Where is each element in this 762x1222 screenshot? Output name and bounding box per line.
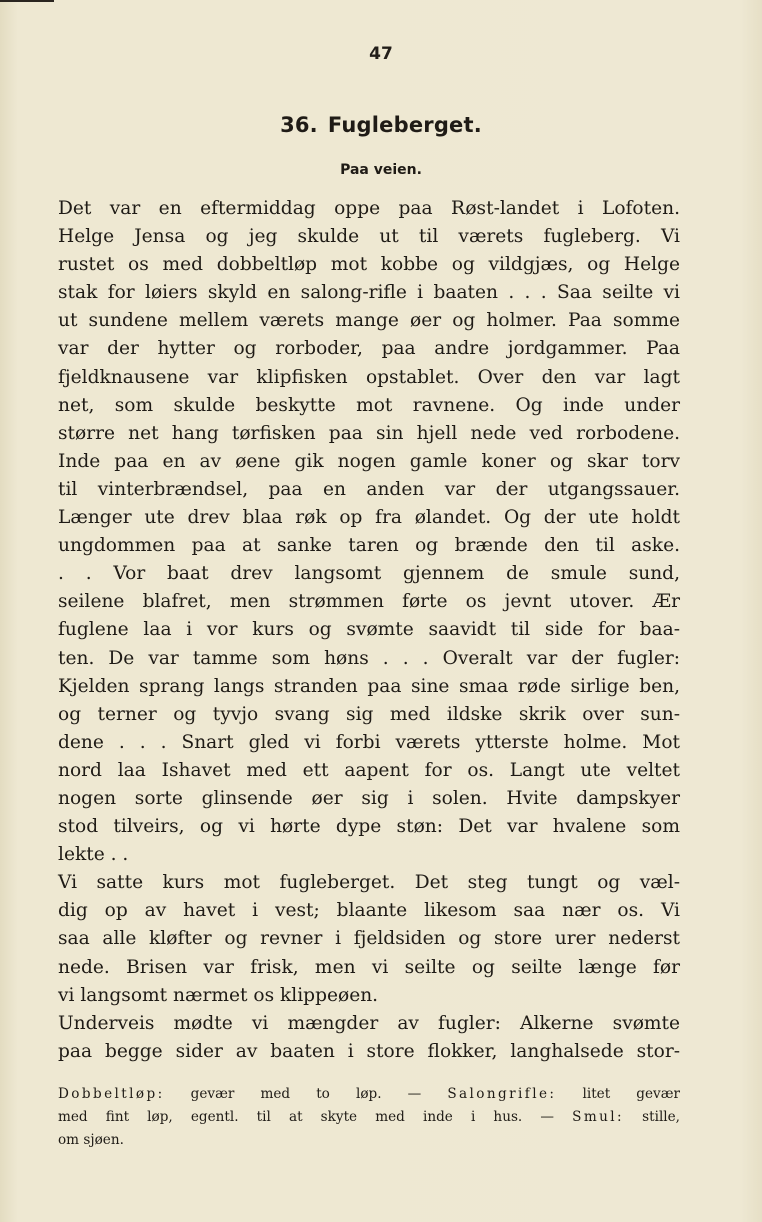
text-line: ungdommen paa at sanke taren og brænde den til aske. [58,535,680,557]
text-line: lekte . . [58,844,129,866]
text-line: nord laa Ishavet med ett aapent for os. Langt ute veltet [58,759,680,781]
footnote-definition: litet gevær [582,1086,680,1102]
text-line: Vi satte kurs mot fugleberget. Det steg tungt og væl- [58,872,680,894]
text-line: rustet os med dobbeltløp mot kobbe og vildgjæs, og Helge [58,254,680,276]
text-line: var der hytter og rorboder, paa andre jordgammer. Paa [58,338,680,360]
text-line: Længer ute drev blaa røk op fra ølandet. Og der ute holdt [58,507,680,529]
text-line: Kjelden sprang langs stranden paa sine smaa røde sirlige ben, [58,675,680,697]
chapter-heading [0,113,762,137]
text-line: . . Vor baat drev langsomt gjennem de smule sund, [58,563,680,585]
text-line: saa alle kløfter og revner i fjeldsiden og store urer nederst [58,928,680,950]
chapter-title: Fugleberget. [327,113,482,137]
footnote-term: Dobbeltløp: [58,1086,165,1102]
text-line: Helge Jensa og jeg skulde ut til værets fugleberg. Vi [58,226,680,248]
text-line: til vinterbrændsel, paa en anden var der utgangssauer. [58,478,680,500]
text-line: og terner og tyvjo svang sig med ildske skrik over sun- [58,703,680,725]
text-line: nogen sorte glinsende øer sig i solen. Hvite dampskyer [58,787,680,809]
text-line: ten. De var tamme som høns . . . Overalt var der fugler: [58,647,680,669]
chapter-number: 36. [280,113,318,137]
text-line: Underveis mødte vi mængder av fugler: Alkerne svømte [58,1012,680,1034]
footnote-term: Salongrifle: [447,1086,557,1102]
footnote-line [58,1106,680,1129]
footnote-definition: med fint løp, egentl. til at skyte med inde i hus. — [58,1109,554,1125]
footnote-definition: gevær med to løp. — [190,1086,422,1102]
text-line: paa begge sider av baaten i store flokker, langhalsede stor- [58,1040,680,1062]
text-line: Inde paa en av øene gik nogen gamle koner og skar torv [58,450,680,472]
text-line: dene . . . Snart gled vi forbi værets ytterste holme. Mot [58,731,680,753]
text-line: nede. Brisen var frisk, men vi seilte og seilte længe før [58,956,680,978]
footnote-line [58,1129,680,1152]
footnotes [58,1083,680,1152]
footnote-term: Smul: [572,1109,625,1125]
text-line: fuglene laa i vor kurs og svømte saavidt til side for baa- [58,619,680,641]
text-line: Det var en eftermiddag oppe paa Røst-landet i Lofoten. [58,198,680,219]
footnote-line [58,1083,680,1106]
top-edge-rule [0,0,54,2]
section-title: Paa veien. [340,162,422,178]
text-line: net, som skulde beskytte mot ravnene. Og inde under [58,394,680,416]
text-line: stak for løiers skyld en salong-rifle i baaten . . . Saa seilte vi [58,282,680,304]
text-line: vi langsomt nærmet os klippeøen. [58,984,379,1006]
text-line: stod tilveirs, og vi hørte dype støn: Det var hvalene som [58,816,680,838]
text-line: fjeldknausene var klipfisken opstablet. Over den var lagt [58,366,680,388]
text-line: dig op av havet i vest; blaante likesom saa nær os. Vi [58,900,680,922]
text-line: ut sundene mellem værets mange øer og holmer. Paa somme [58,310,680,332]
body-text [58,195,680,1066]
footnote-definition: stille, [642,1109,681,1125]
footnote-definition: om sjøen. [58,1132,124,1148]
page-number: 47 [369,44,393,64]
text-line: seilene blafret, men strømmen førte os jevnt utover. Ær [58,591,680,613]
text-line: større net hang tørfisken paa sin hjell nede ved rorbodene. [58,422,680,444]
